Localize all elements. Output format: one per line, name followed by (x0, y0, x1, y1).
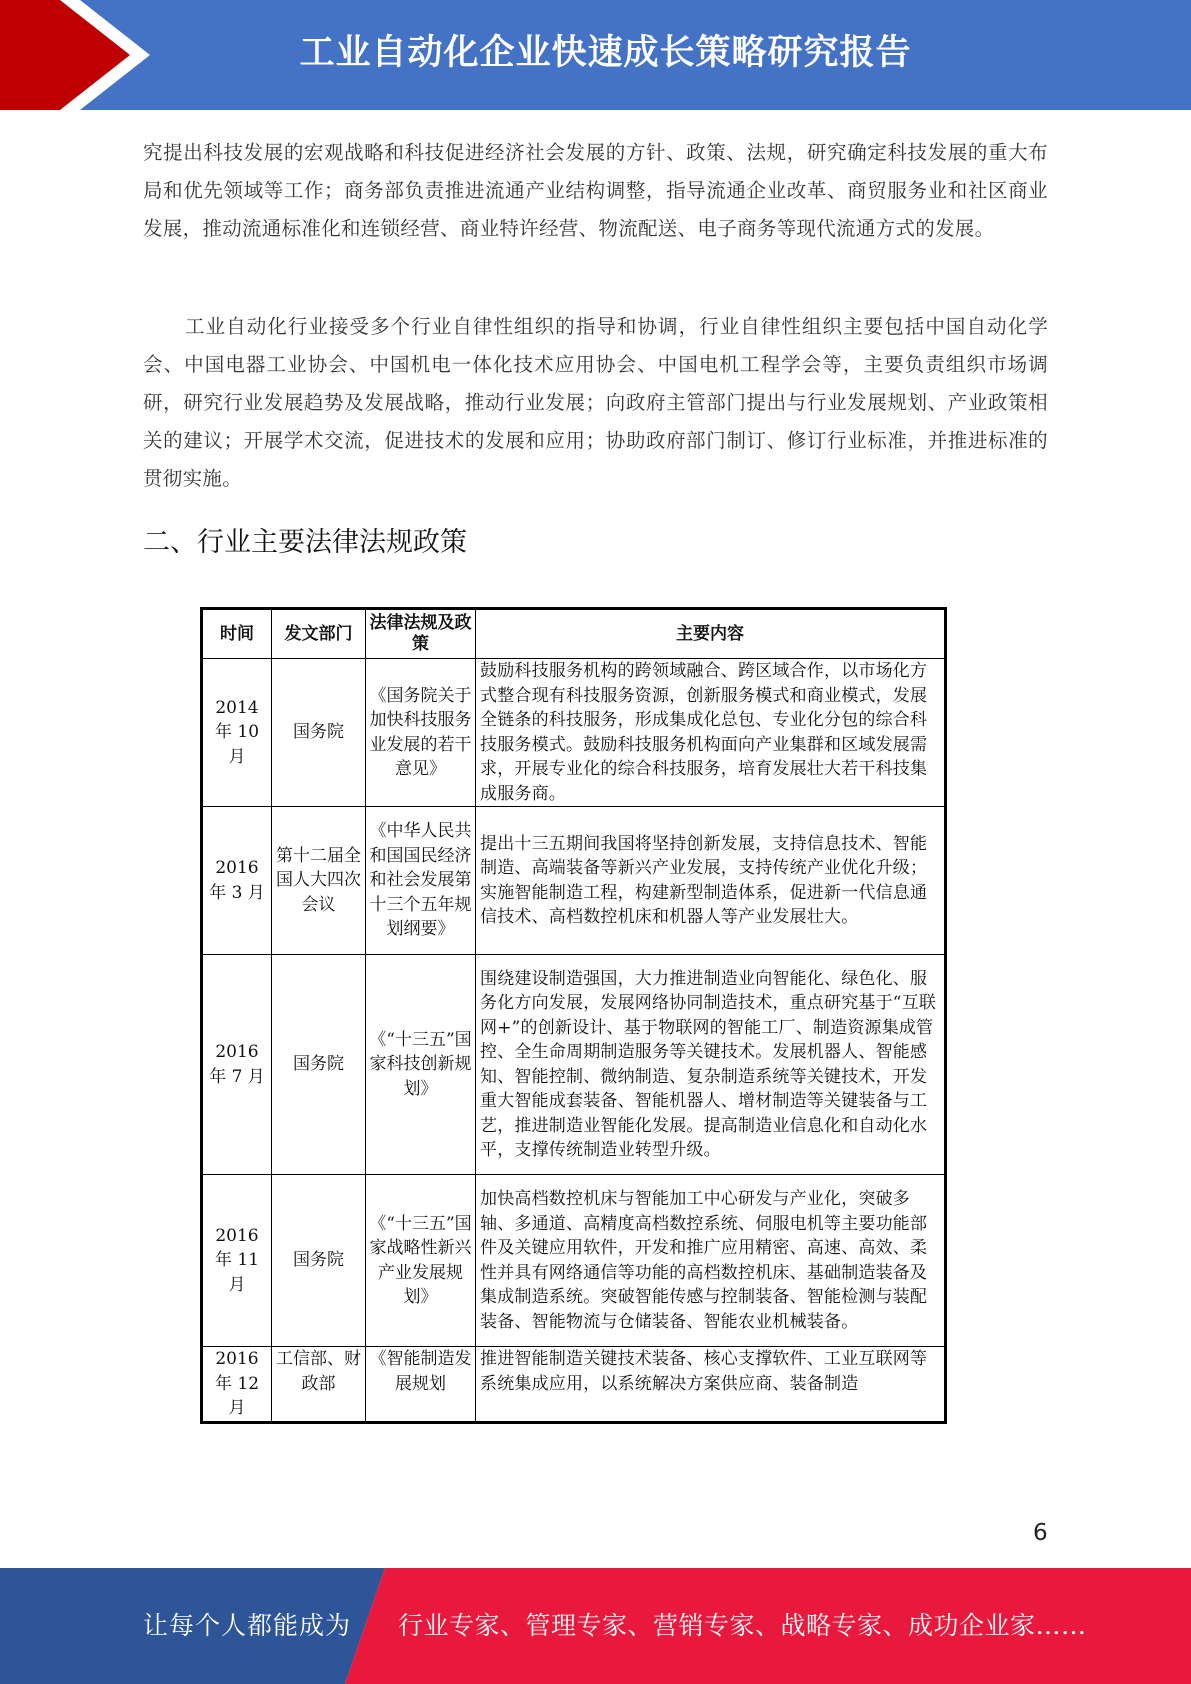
row-dept: 国务院 (272, 1175, 366, 1347)
row-content: 加快高档数控机床与智能加工中心研发与产业化，突破多轴、多通道、高精度高档数控系统、伺服电机等主要功能部件及关键应用软件，开发和推广应用精密、高速、高效、柔性并具有网络通信等功能的高档数控机床、基础制造装备及集成制造系统。突破智能传感与控制装备、智能检测与装配装备、智能物流与仓储装备、智能农业机械装备。 (476, 1175, 946, 1347)
header-time: 时间 (202, 609, 272, 659)
header-band (0, 0, 1191, 110)
row-time: 2016 年 11 月 (202, 1175, 272, 1347)
header-law: 法律法规及政策 (366, 609, 476, 659)
body-paragraph-2: 工业自动化行业接受多个行业自律性组织的指导和协调，行业自律性组织主要包括中国自动化学会、中国电器工业协会、中国机电一体化技术应用协会、中国电机工程学会等，主要负责组织市场调研，研究行业发展趋势及发展战略，推动行业发展；向政府主管部门提出与行业发展规划、产业政策相关的建议；开展学术交流，促进技术的发展和应用；协助政府部门制订、修订行业标准，并推进标准的贯彻实施。 (143, 315, 1048, 490)
report-title: 工业自动化企业快速成长策略研究报告 (299, 33, 912, 73)
row-law: 《国务院关于加快科技服务业发展的若干意见》 (366, 659, 476, 807)
row-time: 2014 年 10 月 (202, 659, 272, 807)
row-dept: 国务院 (272, 659, 366, 807)
row-law: 《“十三五”国家科技创新规划》 (366, 955, 476, 1175)
row-content: 围绕建设制造强国，大力推进制造业向智能化、绿色化、服务化方向发展，发展网络协同制造技术，重点研究基于“互联网+”的创新设计、基于物联网的智能工厂、制造资源集成管控、全生命周期制造服务等关键技术。发展机器人、智能感知、智能控制、微纳制造、复杂制造系统等关键技术，开发重大智能成套装备、智能机器人、增材制造等关键装备与工艺，推进制造业智能化发展。提高制造业信息化和自动化水平，支撑传统制造业转型升级。 (476, 955, 946, 1175)
row-content: 鼓励科技服务机构的跨领域融合、跨区域合作，以市场化方式整合现有科技服务资源，创新服务模式和商业模式，发展全链条的科技服务，形成集成化总包、专业化分包的综合科技服务模式。鼓励科技服务机构面向产业集群和区域发展需求，开展专业化的综合科技服务，培育发展壮大若干科技集成服务商。 (476, 659, 946, 807)
row-dept: 工信部、财政部 (272, 1347, 366, 1423)
row-law: 《“十三五”国家战略性新兴产业发展规划》 (366, 1175, 476, 1347)
table-row (202, 955, 946, 1175)
row-time: 2016 年 3 月 (202, 807, 272, 955)
header-dept: 发文部门 (272, 609, 366, 659)
row-time: 2016 年 7 月 (202, 955, 272, 1175)
footer-slogan-right: 行业专家、管理专家、营销专家、战略专家、成功企业家…… (398, 1611, 1087, 1640)
row-dept: 第十二届全国人大四次会议 (272, 807, 366, 955)
header-content: 主要内容 (476, 609, 946, 659)
row-law: 《智能制造发展规划 (366, 1347, 476, 1423)
footer-slogan-left: 让每个人都能成为 (143, 1611, 352, 1640)
table-row (202, 1347, 946, 1423)
row-dept: 国务院 (272, 955, 366, 1175)
table-row (202, 807, 946, 955)
row-law: 《中华人民共和国国民经济和社会发展第十三个五年规划纲要》 (366, 807, 476, 955)
section-heading: 二、行业主要法律法规政策 (143, 527, 467, 558)
footer-band (0, 1568, 1191, 1684)
row-time: 2016 年 12 月 (202, 1347, 272, 1423)
body-paragraph-1: 究提出科技发展的宏观战略和科技促进经济社会发展的方针、政策、法规，研究确定科技发展的重大布局和优先领域等工作；商务部负责推进流通产业结构调整，指导流通企业改革、商贸服务业和社区商业发展，推动流通标准化和连锁经营、商业特许经营、物流配送、电子商务等现代流通方式的发展。 (143, 141, 1048, 240)
table-header-row (202, 609, 946, 659)
row-content: 推进智能制造关键技术装备、核心支撑软件、工业互联网等系统集成应用，以系统解决方案供应商、装备制造 (476, 1347, 946, 1423)
table-row (202, 659, 946, 807)
page-number: 6 (1033, 1520, 1048, 1546)
policy-table (200, 607, 947, 1424)
table-row (202, 1175, 946, 1347)
row-content: 提出十三五期间我国将坚持创新发展，支持信息技术、智能制造、高端装备等新兴产业发展，支持传统产业优化升级；实施智能制造工程，构建新型制造体系，促进新一代信息通信技术、高档数控机床和机器人等产业发展壮大。 (476, 807, 946, 955)
